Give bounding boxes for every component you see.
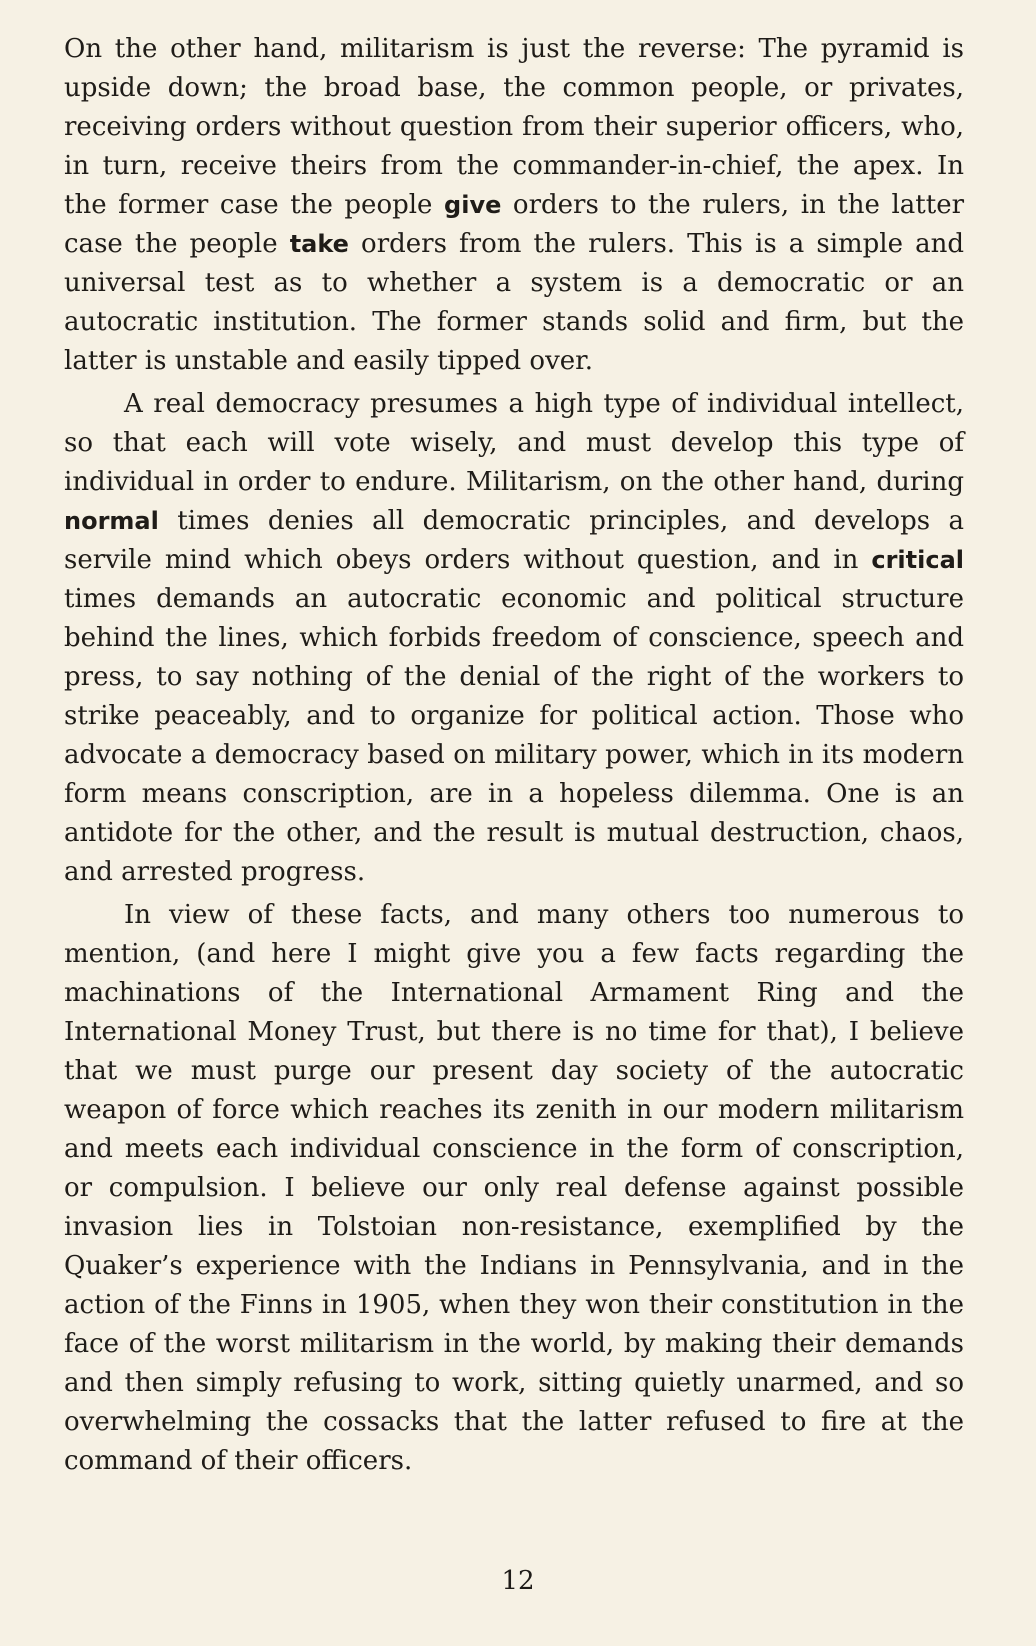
p2-emphasis-critical: critical: [871, 546, 964, 574]
body-text: [64, 30, 964, 1485]
p1-emphasis-take: take: [289, 230, 349, 258]
p1-emphasis-give: give: [444, 191, 502, 219]
p3-segment-1: In view of these facts, and many others too numerous to mention, (and here I might give you a few facts regarding the machinations of the International Armament Ring and the International Money Trust, but there is no time for that), I believe that we must purge our present day society of the autocratic weapon of force which reaches its zenith in our modern militarism and meets each individual conscience in the form of conscription, or compulsion. I believe our only real defense against possible invasion lies in Tolstoian non-resistance, exemplified by the Quaker’s experience with the Indians in Pennsylvania, and in the action of the Finns in 1905, when they won their constitution in the face of the worst militarism in the world, by making their demands and then simply refusing to work, sitting quietly unarmed, and so overwhelming the cossacks that the latter refused to fire at the command of their officers.: [64, 900, 964, 1476]
paragraph-2: [64, 385, 964, 892]
paragraph-3: [64, 896, 964, 1481]
page-number: 12: [501, 1566, 535, 1596]
p2-segment-3: times denies all democratic principles, and develops a servile mind which obeys orders without question, and in: [64, 506, 964, 575]
p1-segment-5: orders from the rulers. This is a simple and universal test as to whether a system is a democratic or an autocratic institution. The former stands solid and firm, but the latter is unstable and easily tipped over.: [64, 229, 964, 376]
p2-emphasis-normal: normal: [64, 507, 159, 535]
paragraph-1: [64, 30, 964, 381]
p2-segment-1: A real democracy presumes a high type of individual intellect, so that each will vote wisely, and must develop this type of individual in order to endure. Militarism, on the other hand, during: [64, 389, 964, 497]
p1-segment-1: On the other hand, militarism is just the reverse: The pyramid is upside down; the broad base, the common people, or privates, receiving orders without question from their superior officers, who, in turn, receive theirs from the commander-in-chief, the apex. In the former case the people: [64, 34, 964, 220]
p1-segment-3: orders to the rulers, in the latter case the people: [64, 190, 965, 259]
p2-segment-5: times demands an autocratic economic and political structure behind the lines, which forbids freedom of conscience, speech and press, to say nothing of the denial of the right of the workers to strike peaceably, and to organize for political action. Those who advocate a democracy based on military power, which in its modern form means conscription, are in a hopeless dilemma. One is an antidote for the other, and the result is mutual destruction, chaos, and arrested progress.: [64, 584, 964, 887]
